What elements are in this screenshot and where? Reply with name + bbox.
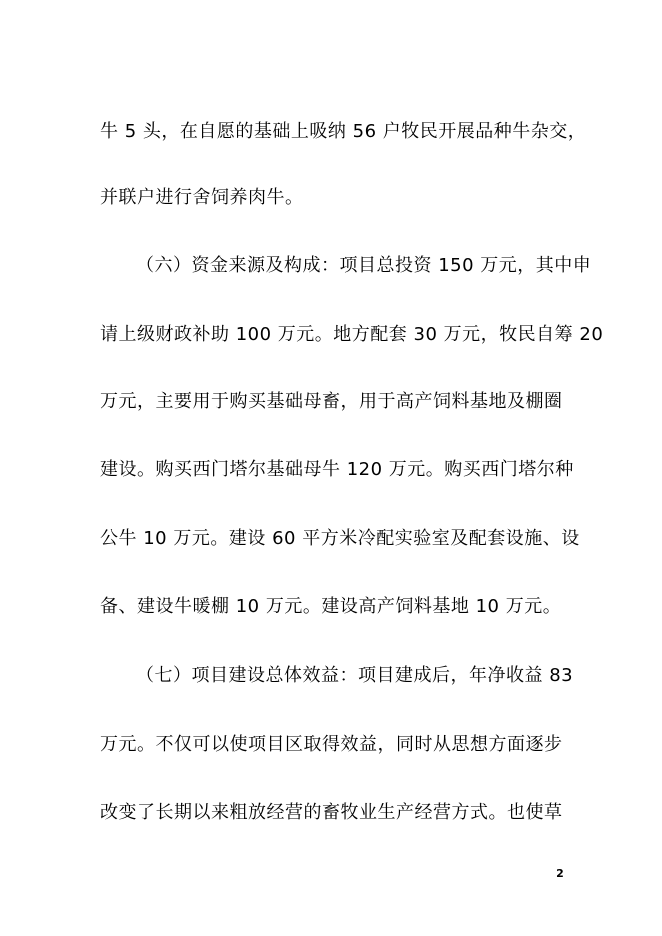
text-line-7: 公牛 10 万元。建设 60 平方米冷配实验室及配套设施、设 [100, 528, 580, 549]
page-number: 2 [556, 867, 564, 880]
text-line-5: 万元，主要用于购买基础母畜，用于高产饲料基地及棚圈 [100, 391, 563, 412]
text-line-2: 并联户进行舍饲养肉牛。 [100, 187, 304, 208]
text-line-1: 牛 5 头，在自愿的基础上吸纳 56 户牧民开展品种牛杂交， [100, 121, 587, 142]
text-line-10: 万元。不仅可以使项目区取得效益，同时从思想方面逐步 [100, 734, 563, 755]
text-line-3: （六）资金来源及构成：项目总投资 150 万元，其中申 [136, 255, 592, 276]
text-line-4: 请上级财政补助 100 万元。地方配套 30 万元，牧民自筹 20 [100, 324, 604, 345]
text-line-6: 建设。购买西门塔尔基础母牛 120 万元。购买西门塔尔种 [100, 459, 574, 480]
text-line-11: 改变了长期以来粗放经营的畜牧业生产经营方式。也使草 [100, 802, 563, 823]
text-line-8: 备、建设牛暖棚 10 万元。建设高产饲料基地 10 万元。 [100, 596, 562, 617]
text-line-9: （七）项目建设总体效益：项目建成后，年净收益 83 [136, 665, 574, 686]
